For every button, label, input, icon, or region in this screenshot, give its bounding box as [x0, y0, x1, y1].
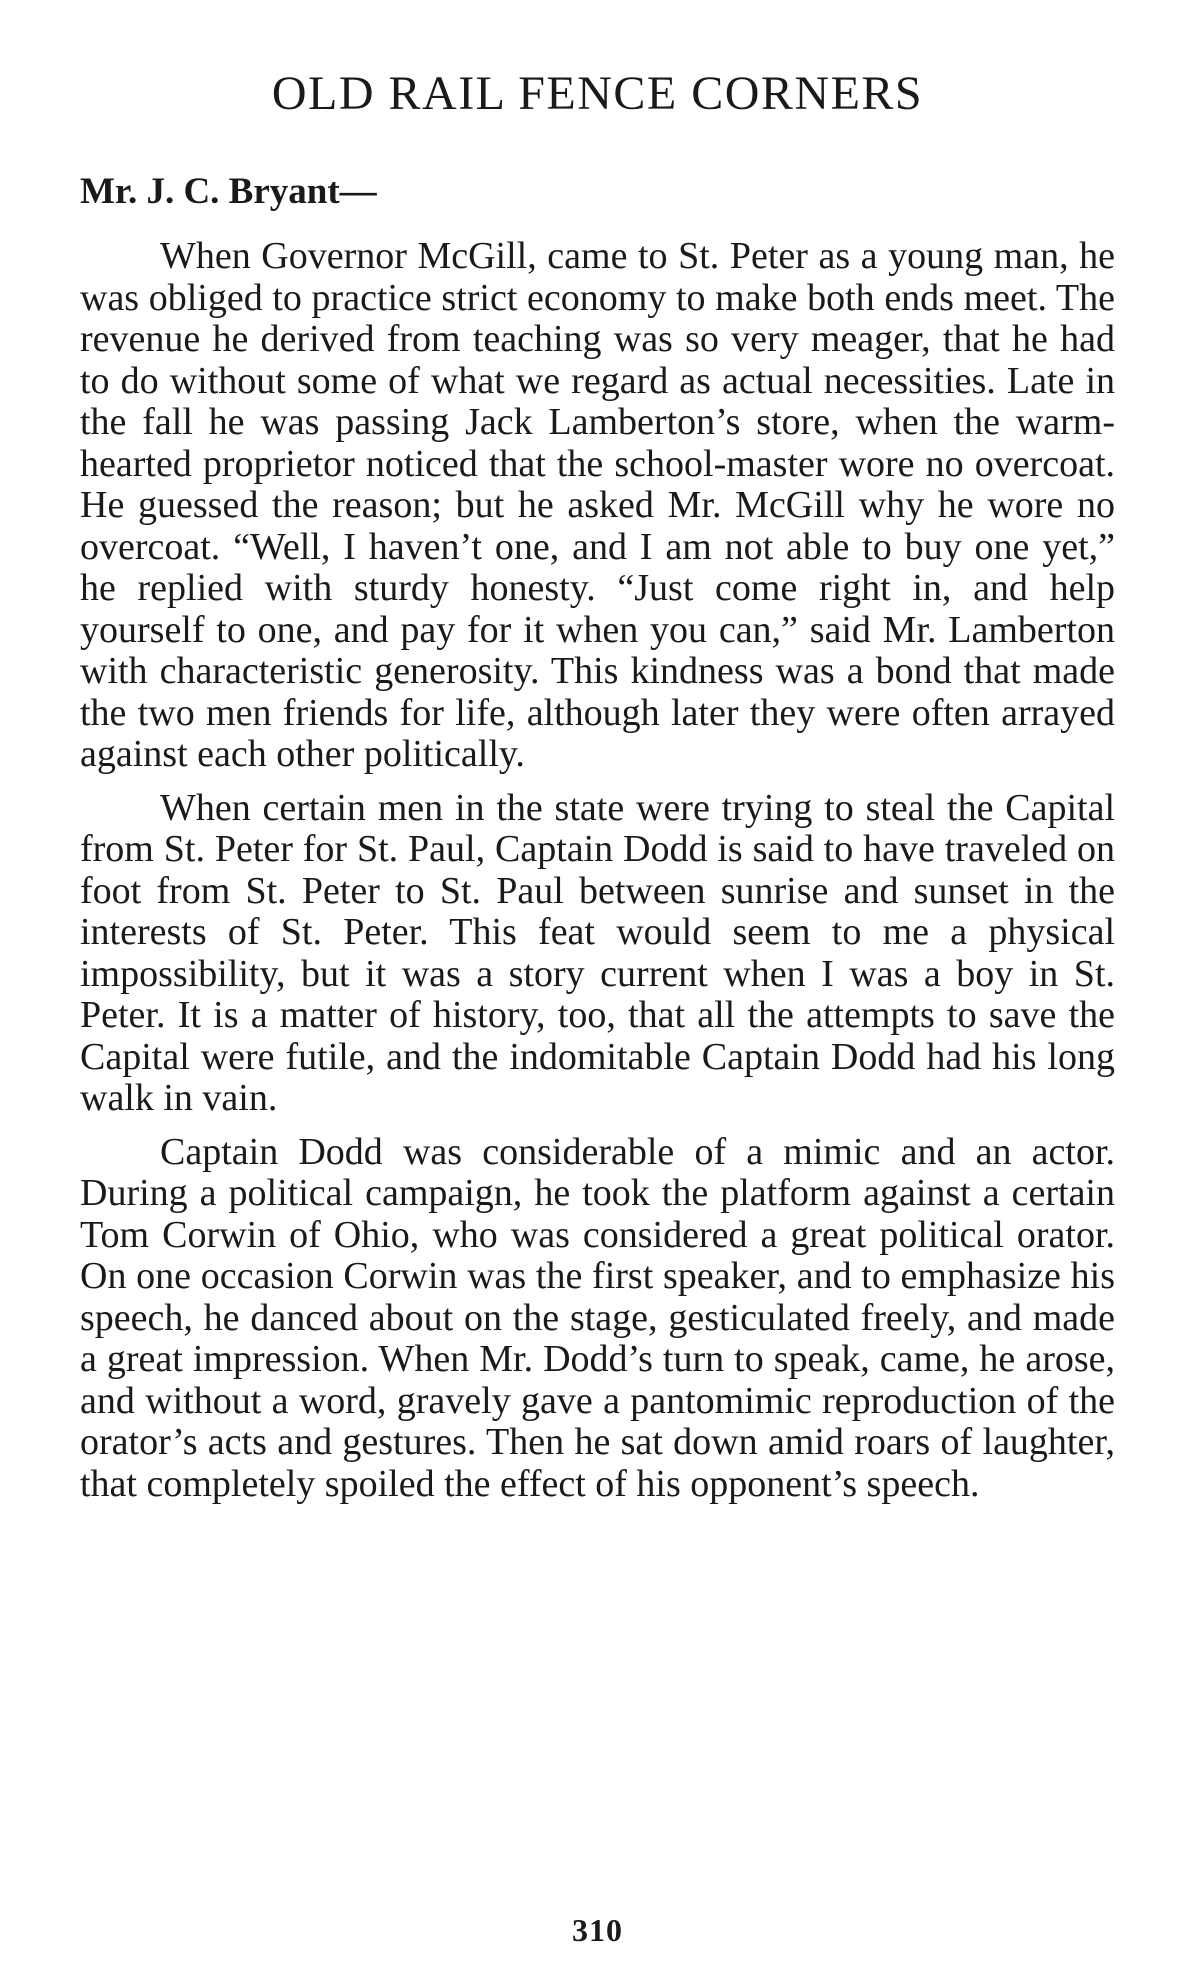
paragraph: When certain men in the state were trying to steal the Capital from St. Peter for St. Paul, Captain Dodd is said to have traveled on foot from St. Peter to St. Paul between sunrise and sunset in the interests of St. Peter. This feat would seem to me a physical impossibility, but it was a story current when I was a boy in St. Peter. It is a matter of history, too, that all the attempts to save the Capital were futile, and the indomitable Captain Dodd had his long walk in vain.: [80, 786, 1115, 1119]
speaker-heading: Mr. J. C. Bryant—: [80, 171, 377, 212]
body-text: [80, 236, 1115, 1517]
running-head: OLD RAIL FENCE CORNERS: [271, 67, 924, 120]
book-page: [80, 0, 1115, 1981]
paragraph: Captain Dodd was considerable of a mimic and an actor. During a political campaign, he took the platform against a certain Tom Corwin of Ohio, who was considered a great political orator. On one occasion Corwin was the first speaker, and to emphasize his speech, he danced about on the stage, gesticulated freely, and made a great impression. When Mr. Dodd’s turn to speak, came, he arose, and without a word, gravely gave a pantomimic reproduction of the orator’s acts and gestures. Then he sat down amid roars of laughter, that completely spoiled the effect of his opponent’s speech.: [80, 1130, 1115, 1505]
page-number: 310: [572, 1912, 623, 1948]
paragraph: When Governor McGill, came to St. Peter as a young man, he was obliged to practice strict economy to make both ends meet. The revenue he derived from teaching was so very meager, that he had to do without some of what we regard as actual necessities. Late in the fall he was passing Jack Lamberton’s store, when the warm-hearted proprietor noticed that the school-master wore no overcoat. He guessed the reason; but he asked Mr. McGill why he wore no overcoat. “Well, I haven’t one, and I am not able to buy one yet,” he replied with sturdy honesty. “Just come right in, and help yourself to one, and pay for it when you can,” said Mr. Lamberton with characteristic generosity. This kindness was a bond that made the two men friends for life, although later they were often arrayed against each other politically.: [80, 235, 1115, 775]
